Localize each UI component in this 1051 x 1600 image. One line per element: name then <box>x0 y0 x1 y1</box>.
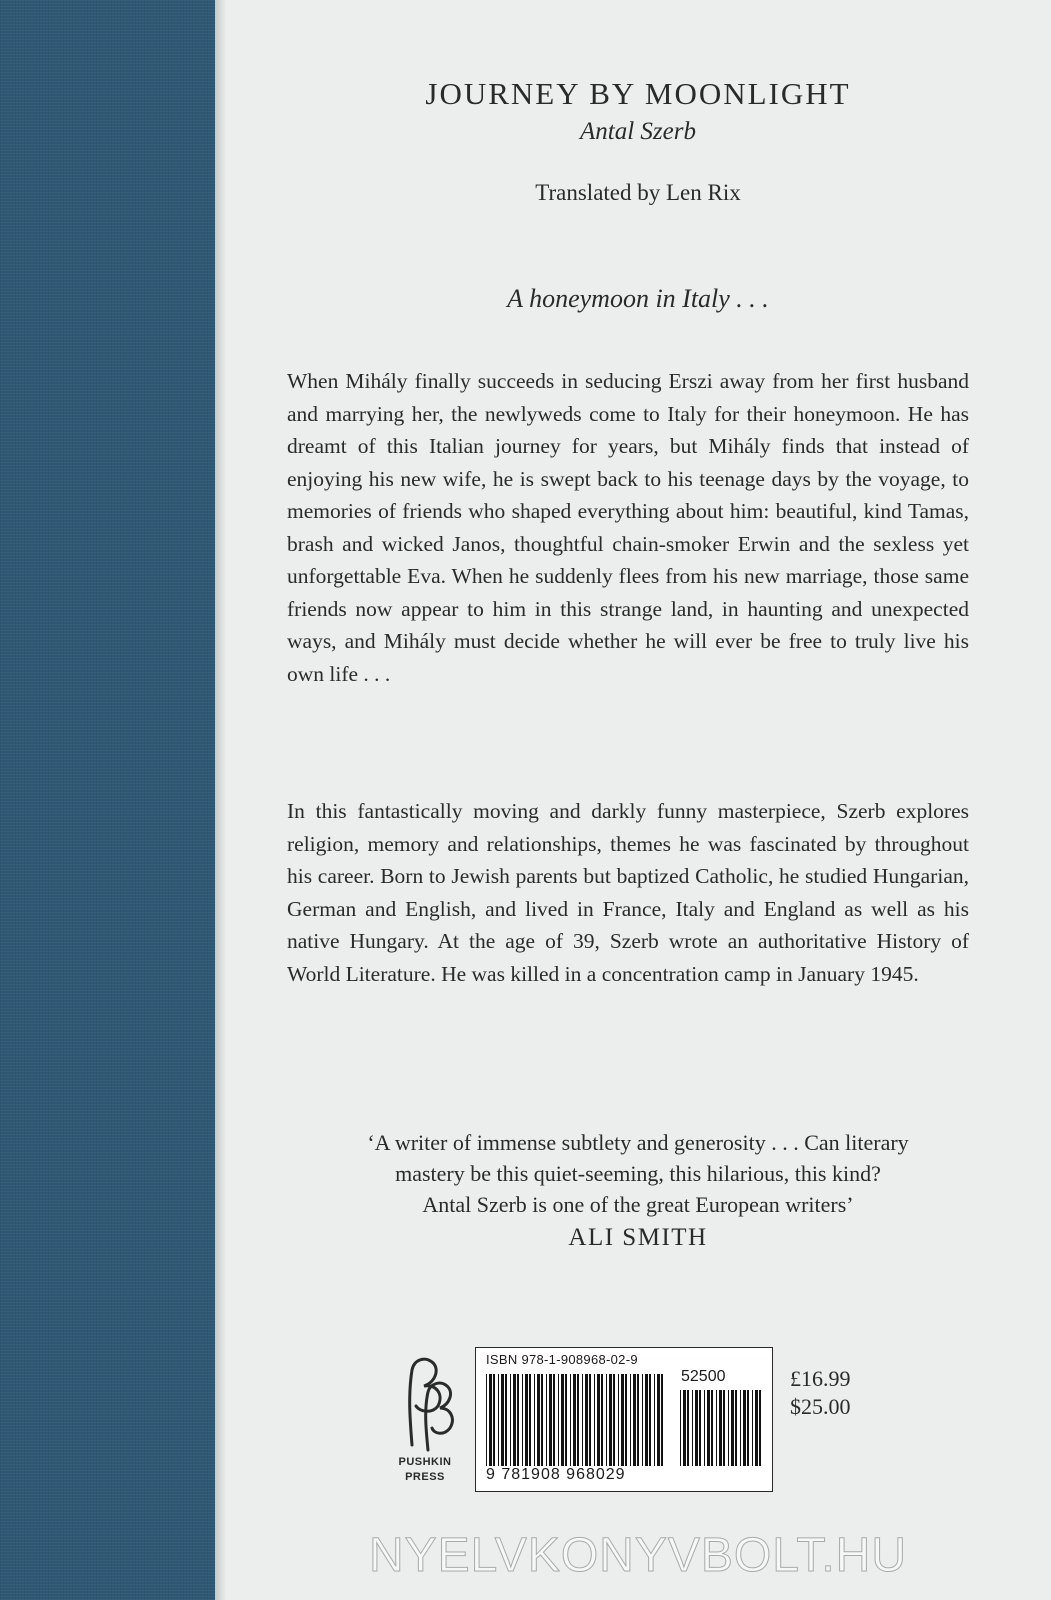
pushkin-press-logo-icon <box>390 1350 460 1455</box>
barcode-bar <box>594 1374 595 1466</box>
barcode-bar <box>601 1374 603 1466</box>
barcode-bar <box>699 1390 701 1466</box>
barcode-bar <box>695 1390 698 1466</box>
barcode-bar <box>510 1374 511 1466</box>
barcode-bar <box>505 1374 507 1466</box>
barcode-bar <box>613 1374 615 1466</box>
spine-shadow <box>215 0 225 1600</box>
blurb-paragraph-plot: When Mihály finally succeeds in seducing Erszi away from her first husband and marrying her, the newlyweds come to Italy for their honeymoon. He has dreamt of this Italian journey for years, but Mihály finds that instead of enjoying his new wife, he is swept back to his teenage days by the voyage, to memories of friends who shaped everything about him: beautiful, kind Tamas, brash and wicked Janos, thoughtful chain-smoker Erwin and the sexless yet unforgettable Eva. When he suddenly flees from his new marriage, those same friends now appear to him in this strange land, in haunting and unexpected ways, and Mihály must decide whether he will ever be free to truly live his own life . . . <box>287 369 969 686</box>
price-usd: $25.00 <box>790 1394 851 1419</box>
barcode-bar <box>570 1374 571 1466</box>
barcode-bar <box>517 1374 519 1466</box>
barcode-bar <box>657 1374 660 1466</box>
barcode-bar <box>692 1390 693 1466</box>
quote-attribution: ALI SMITH <box>568 1224 708 1251</box>
barcode-bar <box>522 1374 523 1466</box>
publisher-logo <box>380 1350 470 1510</box>
barcode-bar <box>740 1390 741 1466</box>
barcode-bar <box>597 1374 600 1466</box>
book-tagline: A honeymoon in Italy . . . <box>507 284 769 313</box>
barcode-bar <box>683 1390 686 1466</box>
barcode-bar <box>493 1374 495 1466</box>
quote-line: mastery be this quiet-seeming, this hilarious, this kind? <box>395 1161 881 1186</box>
publisher-name-line1: PUSHKIN <box>398 1456 452 1468</box>
barcode-bar <box>704 1390 705 1466</box>
barcode-bar <box>747 1390 749 1466</box>
barcode-box <box>475 1347 773 1492</box>
barcode-bar <box>565 1374 567 1466</box>
barcode-bar <box>735 1390 737 1466</box>
barcode-bar <box>707 1390 710 1466</box>
barcode-bar <box>637 1374 639 1466</box>
barcode-bar <box>501 1374 504 1466</box>
publisher-name-line2: PRESS <box>405 1471 445 1483</box>
quote-line: Antal Szerb is one of the great European writers’ <box>422 1192 854 1217</box>
barcode-bar <box>577 1374 579 1466</box>
barcode-bar <box>537 1374 540 1466</box>
barcode-bar <box>716 1390 717 1466</box>
isbn-label: ISBN 978-1-908968-02-9 <box>486 1352 638 1367</box>
barcode-bar <box>711 1390 713 1466</box>
isbn-barcode <box>486 1374 666 1466</box>
barcode-bar <box>589 1374 591 1466</box>
price-gbp: £16.99 <box>790 1366 851 1391</box>
barcode-bar <box>731 1390 734 1466</box>
barcode-bar <box>606 1374 607 1466</box>
barcode-bar <box>743 1390 746 1466</box>
barcode-bar <box>541 1374 543 1466</box>
barcode-bar <box>561 1374 564 1466</box>
barcode-bar <box>642 1374 643 1466</box>
barcode-bar <box>585 1374 588 1466</box>
quote-line: ‘A writer of immense subtlety and generosity . . . Can literary <box>367 1130 909 1155</box>
barcode-bar <box>630 1374 631 1466</box>
barcode-bar <box>529 1374 531 1466</box>
barcode-bar <box>723 1390 725 1466</box>
barcode-bar <box>649 1374 651 1466</box>
barcode-bar <box>687 1390 689 1466</box>
blurb-paragraph-author-bio: In this fantastically moving and darkly funny masterpiece, Szerb explores religion, memory and relationships, themes he was fascinated by throughout his career. Born to Jewish parents but baptized Catholic, he studied Hungarian, German and English, and lived in France, Italy and England as well as his native Hungary. At the age of 39, Szerb wrote an authoritative History of World Literature. He was killed in a concentration camp in January 1945. <box>287 799 969 986</box>
barcode-bar <box>759 1390 761 1466</box>
barcode-bar <box>573 1374 576 1466</box>
barcode-bar <box>645 1374 648 1466</box>
barcode-bar <box>582 1374 583 1466</box>
site-watermark: NYELVKONYVBOLT.HU <box>368 1529 908 1582</box>
barcode-bar <box>752 1390 753 1466</box>
barcode-price-code: 52500 <box>681 1368 726 1385</box>
translator-credit: Translated by Len Rix <box>535 180 741 205</box>
review-quote <box>225 1127 1051 1253</box>
barcode-bar <box>633 1374 636 1466</box>
barcode-bar <box>486 1374 487 1466</box>
barcode-bar <box>549 1374 552 1466</box>
book-title: JOURNEY BY MOONLIGHT <box>425 76 851 111</box>
barcode-bar <box>680 1390 681 1466</box>
barcode-bar <box>513 1374 516 1466</box>
barcode-bar <box>755 1390 758 1466</box>
price-list <box>790 1365 851 1421</box>
barcode-bar <box>625 1374 627 1466</box>
barcode-bar <box>618 1374 619 1466</box>
barcode-bar <box>525 1374 528 1466</box>
barcode-bar <box>609 1374 612 1466</box>
barcode-digits: 9 781908 968029 <box>486 1466 626 1483</box>
barcode-bar <box>661 1374 663 1466</box>
barcode-bar <box>498 1374 499 1466</box>
barcode-bar <box>654 1374 655 1466</box>
barcode-bar <box>534 1374 535 1466</box>
barcode-bar <box>621 1374 624 1466</box>
barcode-bar <box>489 1374 492 1466</box>
barcode-bar <box>728 1390 729 1466</box>
barcode-bar <box>719 1390 722 1466</box>
barcode-bar <box>546 1374 547 1466</box>
barcode-bar <box>558 1374 559 1466</box>
book-spine-cloth <box>0 0 215 1600</box>
price-addon-barcode <box>680 1390 764 1466</box>
book-author: Antal Szerb <box>580 118 696 145</box>
barcode-bar <box>553 1374 555 1466</box>
